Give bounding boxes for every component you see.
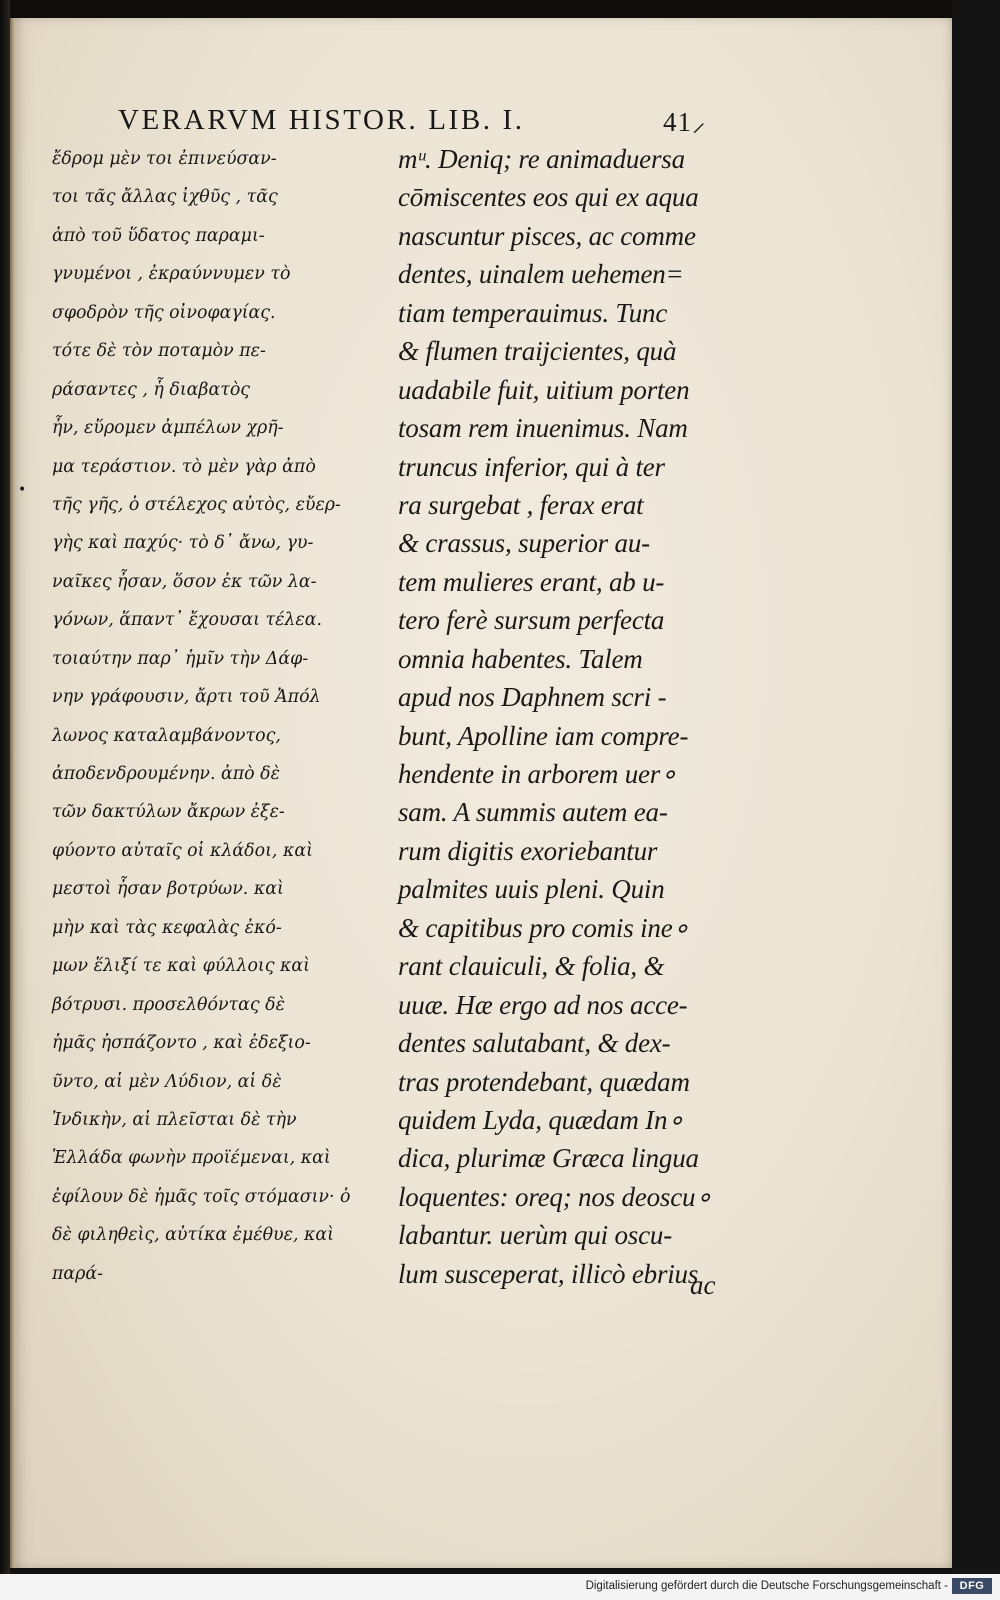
greek-text-line: ἔδρομ μὲν τοι ἐπινεύσαν- — [52, 149, 277, 169]
latin-text-line: quidem Lyda, quædam In∘ — [398, 1104, 684, 1135]
greek-text-line: ἦν, εὕρομεν ἀμπέλων χρῆ- — [52, 418, 284, 439]
latin-text-line: mᵘ. Deniq; re animaduersa — [398, 144, 685, 174]
latin-text-line: hendente in arborem uer∘ — [398, 759, 677, 789]
latin-text-line: truncus inferior, qui à ter — [398, 451, 665, 482]
latin-text-line: tem mulieres erant, ab u- — [398, 566, 665, 597]
greek-text-line: ἐφίλουν δὲ ἡμᾶς τοῖς στόμασιν· ὁ — [52, 1186, 351, 1207]
margin-mark: • — [18, 482, 27, 498]
latin-text-line: dica, plurimæ Græca lingua — [398, 1143, 699, 1174]
latin-text-line: tosam rem inuenimus. Nam — [398, 413, 688, 444]
latin-text-line: ra surgebat , ferax erat — [398, 489, 644, 520]
latin-text-line: rant clauiculi, & folia, & — [398, 951, 665, 982]
running-head-title: VERARVM HISTOR. LIB. I. — [118, 104, 525, 136]
greek-text-line: ἀποδενδρουμένην. ἀπὸ δὲ — [52, 764, 280, 784]
greek-text-line: σφοδρὸν τῆς οἰνοφαγίας. — [52, 302, 276, 323]
folio-number: 41⸝ — [663, 107, 707, 137]
greek-text-line: γὴς καὶ παχύς· τὸ δ᾽ ἄνω, γυ- — [52, 533, 314, 554]
greek-text-line: μεστοὶ ἦσαν βοτρύων. καὶ — [52, 879, 284, 900]
latin-text-line: dentes, uinalem uehemen= — [398, 259, 684, 290]
page-gutter-shadow — [10, 18, 15, 1568]
greek-text-line: Ἰνδικὴν, αἱ πλεῖσται δὲ τὴν — [52, 1109, 297, 1130]
latin-text-line: tero ferè sursum perfecta — [398, 605, 665, 636]
greek-text-line: Ἑλλάδα φωνὴν προϊέμεναι, καὶ — [52, 1148, 331, 1169]
latin-text-line: tiam temperauimus. Tunc — [398, 297, 668, 328]
scan-border-left — [0, 0, 10, 1600]
greek-text-line: δὲ φιληθεὶς, αὐτίκα ἐμέθυε, καὶ — [52, 1225, 334, 1246]
greek-text-line: τοιαύτην παρ᾽ ἡμῖν τὴν Δάφ- — [52, 648, 309, 669]
greek-text-line: βότρυσι. προσελθόντας δὲ — [52, 994, 285, 1015]
latin-text-line: apud nos Daphnem scri - — [398, 682, 667, 713]
latin-text-line: palmites uuis pleni. Quin — [398, 874, 665, 905]
latin-text-line: & flumen traijcientes, quà — [398, 336, 677, 367]
latin-text-line: rum digitis exoriebantur — [398, 835, 658, 866]
greek-text-line: γόνων, ἅπαντ᾽ ἔχουσαι τέλεα. — [52, 610, 323, 631]
latin-text-line: bunt, Apolline iam compre- — [398, 720, 689, 751]
latin-text-line: & crassus, superior au- — [398, 528, 650, 559]
latin-text-column — [398, 140, 724, 1293]
greek-text-line: μων ἕλιξί τε καὶ φύλλοις καὶ — [52, 956, 310, 977]
greek-text-line: τῶν δακτύλων ἄκρων ἐξε- — [52, 802, 285, 823]
greek-text-line: ναῖκες ἦσαν, ὅσον ἐκ τῶν λα- — [52, 571, 317, 592]
latin-text-line: nascuntur pisces, ac comme — [398, 220, 696, 251]
scan-border-right — [952, 0, 1000, 1600]
greek-text-line: τοι τᾶς ἄλλας ἰχθῦς , τᾶς — [52, 187, 278, 208]
greek-text-line: τῆς γῆς, ὁ στέλεχος αὐτὸς, εὔερ- — [52, 494, 341, 515]
latin-text-line: uuæ. Hæ ergo ad nos acce- — [398, 989, 688, 1020]
greek-text-line: φύοντο αὐταῖς οἱ κλάδοι, καὶ — [52, 840, 313, 861]
running-head — [118, 104, 728, 140]
scan-border-top — [0, 0, 1000, 18]
greek-text-line: ἡμᾶς ἠσπάζοντο , καὶ ἐδεξιο- — [52, 1033, 311, 1054]
greek-text-line: τότε δὲ τὸν ποταμὸν πε- — [52, 341, 266, 362]
latin-text-line: labantur. uerùm qui oscu- — [398, 1220, 672, 1251]
greek-text-line: νην γράφουσιν, ἄρτι τοῦ Ἀπόλ — [52, 687, 321, 708]
latin-text-line: omnia habentes. Talem — [398, 643, 643, 674]
greek-text-column — [52, 140, 372, 1293]
greek-text-line: παρά- — [52, 1263, 104, 1284]
latin-text-line: lum susceperat, illicò ebrius — [398, 1258, 699, 1289]
greek-text-line: μα τεράστιον. τὸ μὲν γὰρ ἀπὸ — [52, 456, 316, 477]
latin-text-line: cōmiscentes eos qui ex aqua — [398, 182, 699, 213]
latin-text-line: tras protendebant, quædam — [398, 1066, 690, 1097]
greek-text-line: γνυμένοι , ἐκραύννυμεν τὸ — [52, 264, 291, 285]
greek-text-line: ῦντο, αἱ μὲν Λύδιον, αἱ δὲ — [52, 1071, 282, 1092]
catchword: ac — [690, 1270, 716, 1300]
greek-text-line: ἀπὸ τοῦ ὕδατος παραμι- — [52, 225, 265, 246]
latin-text-line: dentes salutabant, & dex- — [398, 1028, 671, 1059]
latin-text-line: uadabile fuit, uitium porten — [398, 374, 690, 405]
digitization-credit: Digitalisierung gefördert durch die Deutsche Forschungsgemeinschaft - — [585, 1580, 948, 1592]
greek-text-line: ράσαντες , ἧ διαβατὸς — [52, 379, 251, 400]
greek-text-line: μὴν καὶ τὰς κεφαλὰς ἐκό- — [52, 917, 282, 938]
latin-text-line: loquentes: oreq; nos deoscu∘ — [398, 1181, 712, 1212]
latin-text-line: sam. A summis autem ea- — [398, 797, 668, 828]
dfg-logo: DFG — [952, 1578, 992, 1594]
latin-text-line: & capitibus pro comis ine∘ — [398, 912, 690, 943]
greek-text-line: λωνος καταλαμβάνοντος, — [52, 725, 281, 746]
